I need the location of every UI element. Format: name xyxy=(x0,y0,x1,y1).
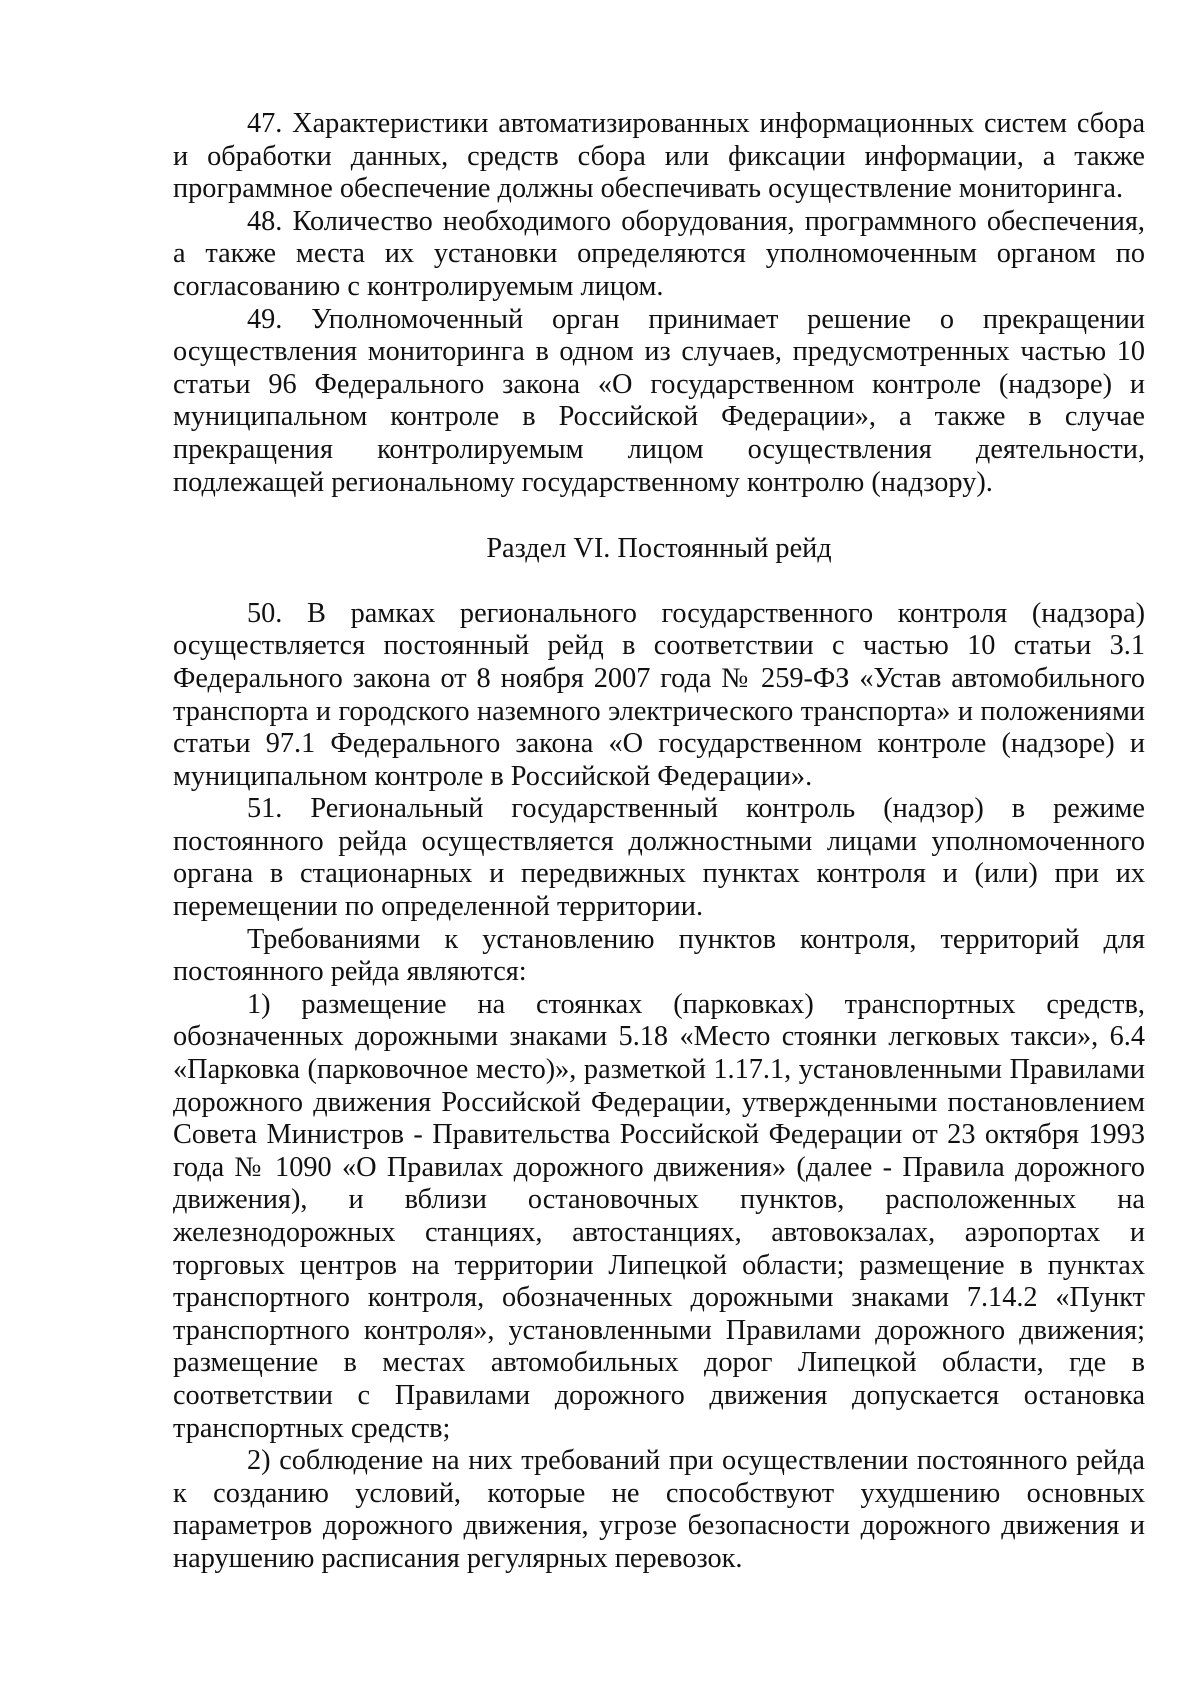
section-heading: Раздел VI. Постоянный рейд xyxy=(486,533,832,565)
paragraph-50: 50. В рамках регионального государственного контроля (надзора) осуществляется постоянный рейд в соответствии с частью 10 статьи 3.1 Федерального закона от 8 ноября 2007 года № 259-ФЗ «Устав автомобильного транспорта и городского наземного электрического транспорта» и положениями статьи 97.1 Федерального закона «О государственном контроле (надзоре) и муниципальном контроле в Российской Федерации». xyxy=(173,597,1145,792)
paragraph-48: 48. Количество необходимого оборудования, программного обеспечения, а также места их установки определяются уполномоченным органом по согласованию с контролируемым лицом. xyxy=(173,205,1145,302)
paragraph-49: 49. Уполномоченный орган принимает решение о прекращении осуществления мониторинга в одном из случаев, предусмотренных частью 10 статьи 96 Федерального закона «О государственном контроле (надзоре) и муниципальном контроле в Российской Федерации», а также в случае прекращения контролируемым лицом осуществления деятельности, подлежащей региональному государственному контролю (надзору). xyxy=(173,303,1145,498)
paragraph-47: 47. Характеристики автоматизированных информационных систем сбора и обработки данных, средств сбора или фиксации информации, а также программное обеспечение должны обеспечивать осуществление мониторинга. xyxy=(173,108,1145,205)
requirement-item-2: 2) соблюдение на них требований при осуществлении постоянного рейда к созданию условий, которые не способствуют ухудшению основных параметров дорожного движения, угрозе безопасности дорожного движения и нарушению расписания регулярных перевозок. xyxy=(173,1445,1145,1574)
paragraph-51: 51. Региональный государственный контроль (надзор) в режиме постоянного рейда осуществляется должностными лицами уполномоченного органа в стационарных и передвижных пунктах контроля и (или) при их перемещении по определенной территории. xyxy=(173,793,1145,923)
document-page xyxy=(173,108,1145,1576)
requirement-item-1: 1) размещение на стоянках (парковках) транспортных средств, обозначенных дорожными знаками 5.18 «Место стоянки легковых такси», 6.4 «Парковка (парковочное место)», разметкой 1.17.1, установленными Правилами дорожного движения Российской Федерации, утвержденными постановлением Совета Министров - Правительства Российской Федерации от 23 октября 1993 года № 1090 «О Правилах дорожного движения» (далее - Правила дорожного движения), и вблизи остановочных пунктов, расположенных на железнодорожных станциях, автостанциях, автовокзалах, аэропортах и торговых центров на территории Липецкой области; размещение в пунктах транспортного контроля, обозначенных дорожными знаками 7.14.2 «Пункт транспортного контроля», установленными Правилами дорожного движения; размещение в местах автомобильных дорог Липецкой области, где в соответствии с Правилами дорожного движения допускается остановка транспортных средств; xyxy=(173,988,1145,1444)
spacer xyxy=(173,499,1145,533)
requirements-intro: Требованиями к установлению пунктов контроля, территорий для постоянного рейда являются: xyxy=(173,923,1145,988)
spacer xyxy=(173,566,1145,598)
